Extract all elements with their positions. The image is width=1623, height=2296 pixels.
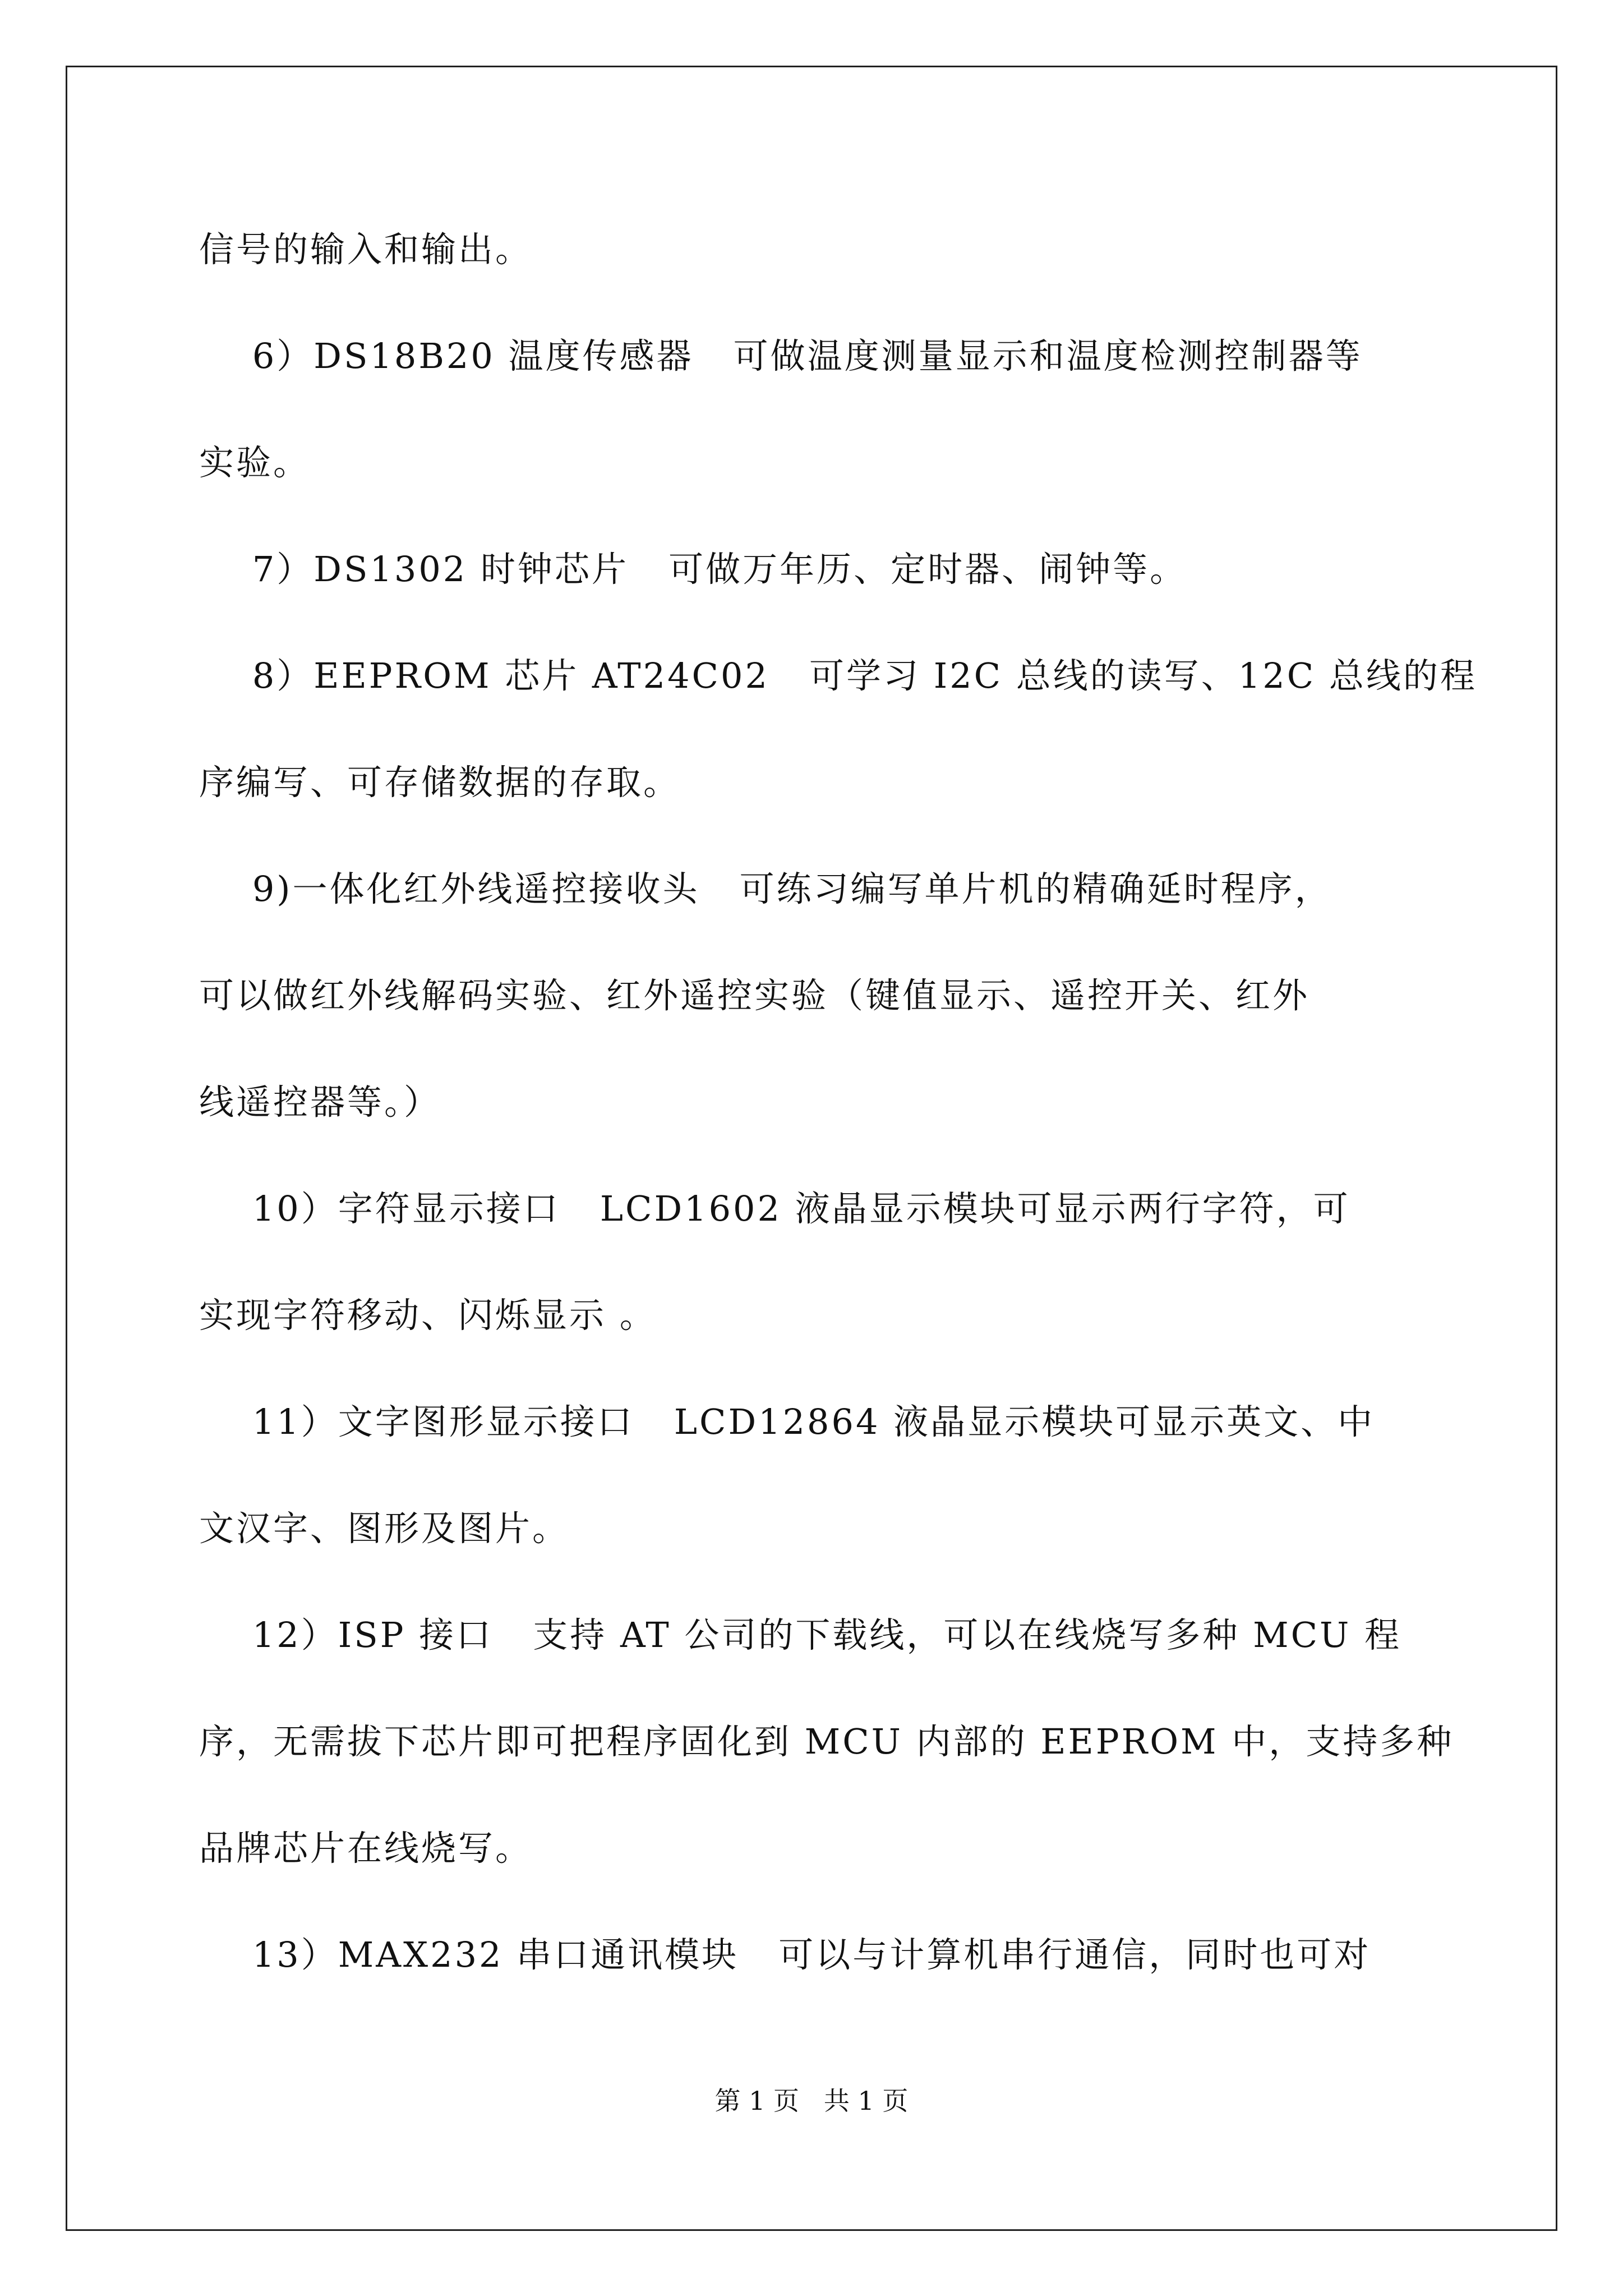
text-line: 13）MAX232 串口通讯模块 可以与计算机串行通信，同时也可对 [199, 1934, 1371, 1975]
text-line: 序，无需拔下芯片即可把程序固化到 MCU 内部的 EEPROM 中，支持多种 [199, 1721, 1454, 1762]
text-line: 实现字符移动、闪烁显示 。 [199, 1295, 657, 1336]
text-line: 信号的输入和输出。 [199, 229, 533, 270]
text-line: 实验。 [199, 442, 311, 483]
text-line: 品牌芯片在线烧写。 [199, 1828, 533, 1869]
text-line: 线遥控器等。） [199, 1082, 441, 1122]
text-line: 11）文字图形显示接口 LCD12864 液晶显示模块可显示英文、中 [199, 1401, 1375, 1442]
text-line: 7）DS1302 时钟芯片 可做万年历、定时器、闹钟等。 [199, 549, 1187, 590]
text-line: 10）字符显示接口 LCD1602 液晶显示模块可显示两行字符，可 [199, 1188, 1350, 1229]
text-line: 12）ISP 接口 支持 AT 公司的下载线，可以在线烧写多种 MCU 程 [199, 1614, 1401, 1655]
page-border [66, 66, 1557, 2231]
text-line: 文汉字、图形及图片。 [199, 1508, 570, 1549]
text-line: 序编写、可存储数据的存取。 [199, 762, 681, 803]
text-line: 9)一体化红外线遥控接收头 可练习编写单片机的精确延时程序， [199, 868, 1332, 909]
text-line: 可以做红外线解码实验、红外遥控实验（键值显示、遥控开关、红外 [199, 975, 1310, 1016]
text-line: 6）DS18B20 温度传感器 可做温度测量显示和温度检测控制器等 [199, 335, 1363, 376]
page-footer: 第 1 页 共 1 页 [714, 2086, 909, 2116]
text-line: 8）EEPROM 芯片 AT24C02 可学习 I2C 总线的读写、12C 总线的程 [199, 655, 1477, 696]
